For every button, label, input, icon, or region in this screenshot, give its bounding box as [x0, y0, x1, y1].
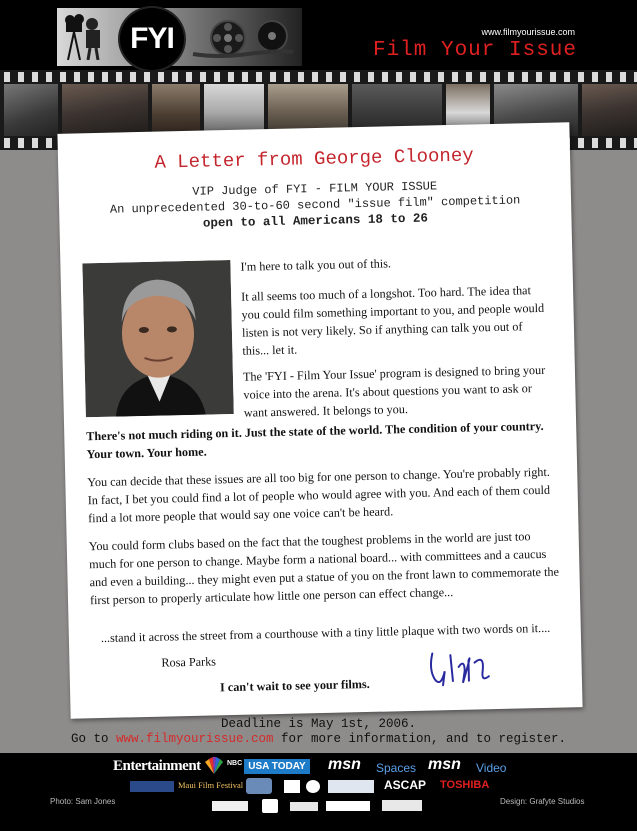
un-globe-icon[interactable] — [246, 778, 272, 794]
nbc-peacock-icon[interactable] — [203, 756, 225, 776]
paragraph-program: The 'FYI - Film Your Issue' program is designed to bring your voice into the arena. It's about questions you want to ask or want answered. It belongs to you. — [242, 362, 546, 420]
paragraph-intro: I'm here to talk you out of this. — [240, 256, 392, 274]
sponsor-logo-wide[interactable] — [326, 801, 370, 811]
cta-prefix: Go to — [70, 732, 109, 746]
sponsor-box-icon[interactable] — [284, 780, 300, 793]
sponsor-band — [0, 753, 637, 831]
footer-text — [0, 717, 637, 747]
msn-spaces-brand[interactable]: msn — [328, 756, 361, 773]
camera-operator-icon — [64, 14, 106, 60]
deadline-text: Deadline is May 1st, 2006. — [220, 717, 417, 731]
design-credit: Design: Grafyte Studios — [500, 797, 585, 806]
rosa-parks: Rosa Parks — [161, 654, 217, 670]
paragraph-too-big: You can decide that these issues are all too big for one person to change. You're probably right. In fact, I bet you could find a lot of people who would agree with you. And each of them could find a lot more people that would say one voice can't be heard. — [87, 464, 551, 526]
toshiba-logo[interactable]: TOSHIBA — [440, 779, 490, 791]
letter-title: A Letter from George Clooney — [154, 144, 474, 174]
letter-subtitle-judge: VIP Judge of FYI - FILM YOUR ISSUE — [192, 179, 438, 199]
film-frame-people-2 — [582, 84, 637, 136]
ascap-logo[interactable]: ASCAP — [384, 778, 427, 792]
brand-name: Film Your Issue — [372, 39, 577, 62]
humane-society-logo[interactable] — [130, 781, 174, 792]
portrait-photo — [82, 260, 233, 417]
nbc-logo[interactable]: NBC — [227, 760, 243, 767]
photo-credit: Photo: Sam Jones — [50, 797, 116, 806]
sponsor-small-logo[interactable] — [290, 802, 318, 811]
paragraph-longshot: It all seems too much of a longshot. Too hard. The idea that you could film something important to you, and people would listen is not very likely. So if anything can talk you out of this... let it. — [241, 283, 545, 358]
film-frame-smoke — [204, 84, 264, 136]
letter-card — [57, 122, 582, 718]
paragraph-clubs: You could form clubs based on the fact that the toughest problems in the world are just too much for one person to change. Maybe form a national board... with committees and a caucus and even a building... they might even put a statue of you on the front lawn to commemorate the first person to properly articulate how little one person can effect change... — [88, 529, 560, 608]
letter-subtitle-competition: An unprecedented 30-to-60 second "issue film" competition — [109, 193, 521, 217]
msn-video-label[interactable]: Video — [476, 761, 507, 775]
cta-line — [0, 732, 637, 747]
film-reel-icon — [188, 14, 298, 60]
letter-subtitle-eligibility: open to all Americans 18 to 26 — [202, 211, 429, 231]
site-url[interactable]: www.filmyourissue.com — [481, 27, 575, 37]
motorola-icon[interactable] — [306, 780, 320, 793]
film-frame-child — [152, 84, 200, 136]
film-perforations-top — [0, 72, 637, 82]
msn-spaces-label[interactable]: Spaces — [376, 761, 417, 775]
fyi-logo[interactable]: FYI — [118, 6, 186, 72]
register-link[interactable]: www.filmyourissue.com — [115, 732, 274, 746]
cta-suffix: for more information, and to register. — [281, 732, 567, 746]
signature — [424, 640, 495, 692]
film-frame-people — [62, 84, 148, 136]
closing-line: I can't wait to see your films. — [219, 676, 370, 695]
film-frame-crowd — [4, 84, 58, 136]
paragraph-courthouse: ...stand it across the street from a courthouse with a tiny little plaque with two words on it.... — [100, 620, 551, 646]
maui-festival-logo[interactable]: Maui Film Festival — [178, 780, 244, 790]
sponsor-c-icon[interactable] — [262, 799, 278, 813]
vail-festival-logo[interactable] — [328, 780, 374, 793]
msn-video-brand[interactable]: msn — [428, 756, 461, 773]
paragraph-stakes: There's not much riding on it. Just the state of the world. The condition of your country. Your town. Your home. — [86, 418, 544, 462]
sponsor-logo-right[interactable] — [382, 800, 422, 811]
usa-today-logo[interactable]: USA TODAY — [244, 759, 310, 774]
entertainment-logo[interactable]: Entertainment — [113, 758, 201, 774]
american-logo[interactable] — [212, 801, 248, 811]
